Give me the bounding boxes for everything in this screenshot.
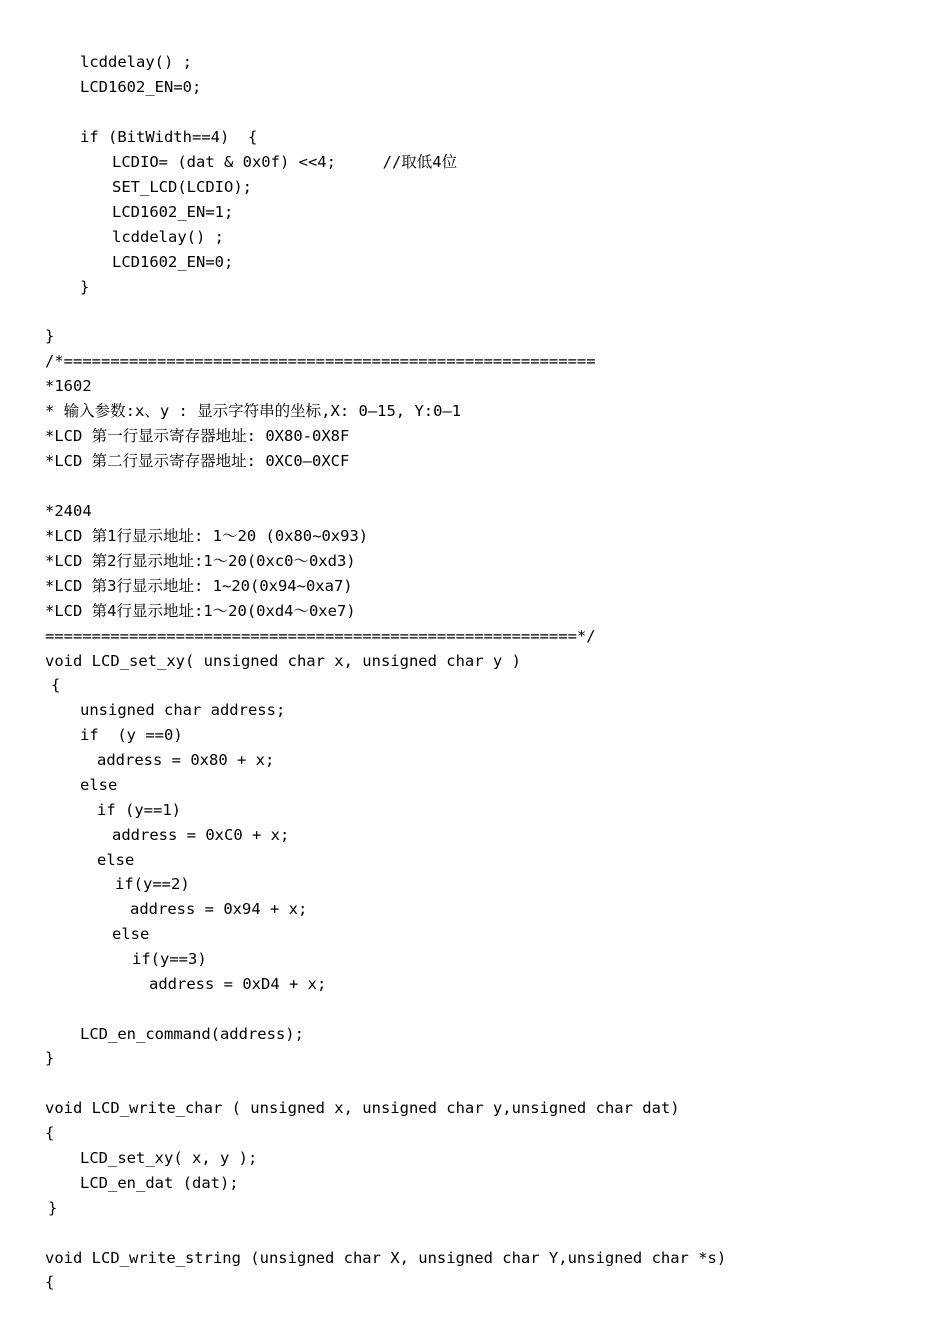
comment-line: *1602 [45, 377, 92, 395]
comment-line: *2404 [45, 502, 92, 520]
code-line: else [97, 851, 135, 869]
comment-line: *LCD 第4行显示地址:1～20(0xd4～0xe7) [45, 602, 356, 620]
code-line: LCD_en_dat (dat); [80, 1174, 239, 1192]
code-line: LCD_set_xy( x, y ); [80, 1149, 258, 1167]
comment-line: *LCD 第2行显示地址:1～20(0xc0～0xd3) [45, 552, 356, 570]
comment-line: *LCD 第一行显示寄存器地址: 0X80-0X8F [45, 427, 350, 445]
code-line: LCD_en_command(address); [80, 1025, 304, 1043]
code-line: void LCD_write_string (unsigned char X, unsigned char Y,unsigned char *s) [45, 1249, 727, 1267]
code-line: address = 0x80 + x; [97, 751, 275, 769]
code-line: LCDIO= (dat & 0x0f) <<4; //取低4位 [112, 153, 458, 171]
code-line: } [45, 327, 55, 345]
code-line: else [112, 925, 150, 943]
code-line: if (y ==0) [80, 726, 183, 744]
code-line: { [45, 1273, 55, 1291]
code-line: LCD1602_EN=1; [112, 203, 234, 221]
code-line: LCD1602_EN=0; [112, 253, 234, 271]
code-line: address = 0xD4 + x; [149, 975, 327, 993]
code-line: address = 0xC0 + x; [112, 826, 290, 844]
code-line: { [51, 676, 61, 694]
code-line: address = 0x94 + x; [130, 900, 308, 918]
code-line: else [80, 776, 118, 794]
code-line: void LCD_write_char ( unsigned x, unsigned char y,unsigned char dat) [45, 1099, 680, 1117]
comment-line: *LCD 第3行显示地址: 1~20(0x94~0xa7) [45, 577, 353, 595]
code-line: } [80, 278, 90, 296]
comment-line: *LCD 第1行显示地址: 1～20 (0x80~0x93) [45, 527, 369, 545]
code-line: unsigned char address; [80, 701, 286, 719]
code-line: lcddelay() ; [112, 228, 224, 246]
code-line: if (BitWidth==4) { [80, 128, 258, 146]
comment-line: * 输入参数:x、y : 显示字符串的坐标,X: 0—15, Y:0—1 [45, 402, 462, 420]
comment-line: /*========================================================= [45, 352, 596, 370]
code-line: { [45, 1124, 55, 1142]
comment-line: =========================================================*/ [45, 627, 596, 645]
code-line: } [45, 1049, 55, 1067]
code-line: if(y==3) [132, 950, 207, 968]
comment-line: *LCD 第二行显示寄存器地址: 0XC0—0XCF [45, 452, 350, 470]
code-line: lcddelay() ; [80, 53, 192, 71]
code-line: LCD1602_EN=0; [80, 78, 202, 96]
code-line: SET_LCD(LCDIO); [112, 178, 252, 196]
code-line: if (y==1) [97, 801, 181, 819]
code-line: void LCD_set_xy( unsigned char x, unsigned char y ) [45, 652, 521, 670]
code-line: if(y==2) [115, 875, 190, 893]
code-line: } [48, 1199, 58, 1217]
